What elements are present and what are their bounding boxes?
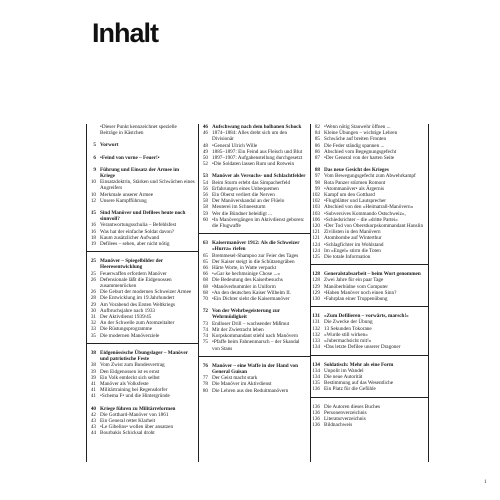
toc-entry-title: Die Entwicklung im 19.Jahrhundert — [100, 295, 175, 302]
toc-page-number: 46 — [202, 130, 208, 137]
toc-page-number: 9 — [93, 166, 96, 173]
toc-entry-title: •«Gar ke hechmsinige Chose ...» — [212, 271, 280, 278]
toc-page-number: 80 — [202, 387, 208, 394]
toc-entry-title: Personenverzeichnis — [324, 409, 367, 416]
toc-entry-title: •Haben Manöver noch einen Sinn? — [324, 289, 397, 296]
page-title: Inhalt — [92, 18, 158, 48]
toc-page-number: 134 — [312, 367, 320, 374]
toc-page-number: 26 — [90, 289, 96, 296]
toc-entry[interactable] — [86, 277, 198, 289]
toc-page-number: 135 — [312, 380, 320, 387]
toc-page-number: 43 — [90, 417, 96, 424]
toc-entry-title: Generalstabsarbeit – beim Wort genommen — [324, 271, 421, 278]
toc-page-number: 12 — [90, 197, 96, 204]
toc-page-number: 87 — [314, 155, 320, 162]
toc-page-number: 86 — [314, 142, 320, 149]
toc-entry-title: •Fahrplan einer Truppenübung — [324, 296, 388, 303]
toc-heading[interactable] — [86, 155, 198, 161]
toc-entry-title: Die Lehren aus den Reduitmanövern — [212, 387, 289, 394]
toc-page-number: 78 — [202, 381, 208, 388]
toc-entry-title: Beim Sturm erlebt das Simpacherfeld — [212, 179, 291, 186]
toc-page-number: 128 — [312, 277, 320, 284]
toc-entry-title: Defilees – sehen, aber nicht nötig — [100, 241, 170, 248]
toc-entry[interactable] — [310, 155, 428, 161]
toc-entry[interactable] — [310, 386, 428, 392]
toc-page-number: 103 — [312, 210, 320, 217]
toc-entry-title: Soldatisch: Mehr als eine Form — [324, 361, 394, 368]
toc-page-number: 18 — [90, 234, 96, 241]
toc-page-number: 74 — [202, 333, 208, 340]
toc-entry-title: Ein General rettet Klarheit — [100, 417, 156, 424]
toc-entry-title: Bildnachweis — [324, 422, 353, 429]
toc-entry-title: Am Vorabend des Ersten Weltkriegs — [100, 301, 176, 308]
toc-page-number: 39 — [90, 368, 96, 375]
toc-section — [86, 251, 198, 343]
toc-page-number: 31 — [90, 314, 96, 321]
toc-page-number: 15 — [90, 210, 96, 217]
toc-entry-title: •Pfaffe beim Fahnenmarsch – der Skandal von Stans — [212, 339, 300, 352]
toc-entry-title: Unsere Kampfführung — [100, 197, 147, 204]
toc-entry[interactable] — [86, 430, 198, 436]
toc-entry-title: Den Eidgenossen ist es ernst — [100, 368, 160, 375]
toc-page-number: 68 — [202, 289, 208, 296]
toc-page-number: 88 — [314, 167, 320, 174]
toc-page-number: 134 — [312, 361, 320, 368]
toc-page-number: 132 — [312, 331, 320, 338]
toc-entry-title: «Zum Defilieren – vorwärts, marsch!» — [324, 313, 409, 320]
toc-heading[interactable] — [86, 167, 198, 179]
toc-entry-title: Die Bedeutung des Kaiserbesuchs — [212, 277, 283, 284]
toc-column-2 — [198, 124, 310, 398]
toc-entry-title: Manöver – Spiegelbilder der Heeresentwicklung — [100, 258, 163, 271]
toc-page-number: 136 — [312, 403, 320, 410]
toc-entry-title: Der Kaiser steigt in die Schützengräben — [212, 258, 295, 265]
toc-entry-title: Die Manöver im Aktivdienst — [212, 381, 272, 388]
toc-page-number: 75 — [202, 339, 208, 346]
toc-entry-title: Verantwortungsschulia – Befehlsfest — [100, 222, 177, 229]
toc-heading[interactable] — [86, 258, 198, 270]
toc-entry-title: Manöver als Volksfeste — [100, 380, 149, 387]
toc-page-number: 54 — [202, 179, 208, 186]
toc-entry-title: Manöberbüdne vom Computer — [324, 283, 388, 290]
toc-page-number: 76 — [202, 362, 208, 369]
toc-entry[interactable] — [86, 124, 198, 136]
toc-page-number: 5 — [93, 142, 96, 149]
toc-page-number: 10 — [90, 191, 96, 198]
toc-section — [310, 397, 428, 433]
toc-entry-title: Vorwort — [100, 142, 119, 149]
toc-page-number: 26 — [90, 276, 96, 283]
toc-entry[interactable] — [86, 333, 198, 339]
toc-entry-title: Rota Panzer stürmen Romont — [324, 179, 386, 186]
toc-page-number: 40 — [90, 405, 96, 412]
toc-entry-title: Die Autoren dieses Buches — [324, 403, 381, 410]
toc-page-number: 44 — [90, 430, 96, 437]
toc-page-number: 6 — [93, 154, 96, 161]
toc-entry-title: Die Zwecke der Übung — [324, 319, 373, 326]
toc-page-number: 16 — [90, 222, 96, 229]
toc-page-number: 136 — [312, 422, 320, 429]
toc-entry-title: •Dieser Punkt kennzeichnet spezielle Beiträge in Kästchen — [100, 124, 177, 137]
toc-page-number: 63 — [202, 240, 208, 247]
toc-entry-title: •Schema F• und die Hintergründe — [100, 393, 170, 400]
toc-entry[interactable] — [198, 217, 310, 229]
toc-page-number: 134 — [312, 344, 320, 351]
toc-entry-title: Härte Worte, in Watte verpackt — [212, 265, 277, 272]
toc-heading[interactable] — [198, 308, 310, 320]
toc-entry-title: Mit der Zwietracht leben — [212, 326, 264, 333]
toc-page-number: 46 — [202, 124, 208, 130]
toc-entry-title: Erfahrungen eines Unbequemen — [212, 185, 279, 192]
toc-page-number: 134 — [312, 373, 320, 380]
toc-page-number: 74 — [202, 326, 208, 333]
toc-entry-title: Zivilisten in den Manövern — [324, 229, 381, 236]
toc-entry[interactable] — [198, 296, 310, 302]
toc-page-number: 16 — [90, 228, 96, 235]
toc-page-number: 99 — [314, 185, 320, 192]
toc-page-number: 129 — [312, 289, 320, 296]
toc-entry-title: Literaturverzeichnis — [324, 415, 366, 422]
toc-entry-title: Der Manöverskandal an der Flüelo — [212, 198, 285, 205]
toc-page-number: 10 — [90, 179, 96, 186]
toc-page-number: 86 — [314, 148, 320, 155]
toc-entry-title: Schwäche auf breiten Fronten — [324, 136, 387, 143]
toc-entry-title: Kleine Übungen – wichtige Lehren — [324, 130, 398, 137]
toc-entry-title: Endloser Drill – wachsender Mißmut — [212, 320, 290, 327]
toc-section — [310, 264, 428, 306]
toc-page-number: 58 — [202, 198, 208, 205]
toc-page-number: 68 — [202, 283, 208, 290]
toc-page-number: 68 — [202, 277, 208, 284]
toc-entry[interactable] — [86, 393, 198, 399]
toc-entry-title: Im «Engel» stirm die Toten — [324, 247, 381, 254]
toc-page-number: 85 — [314, 136, 320, 143]
toc-entry-title: •Le Gibelins• wollen über ansatzen — [100, 424, 174, 431]
toc-heading[interactable] — [198, 363, 310, 375]
toc-page-number: 19 — [90, 241, 96, 248]
toc-section — [198, 124, 310, 233]
toc-page-number: 32 — [90, 320, 96, 327]
toc-entry-title: •Subversives Kommando Ostschweiz», — [324, 210, 406, 217]
toc-entry-title: Die Rüstungsprogramme — [100, 326, 153, 333]
toc-page-number: 121 — [312, 229, 320, 236]
toc-entry-title: •In Manövergängen im Aktivdienst geboren: die Flugwaffe — [212, 216, 305, 230]
toc-entry-title: «Wurde still wirken» — [324, 331, 368, 338]
toc-entry-title: •Wenn nötig Stauwehr öffnen ... — [324, 124, 391, 130]
toc-entry-title: •Flugblätter und Lautsprecher — [324, 198, 387, 205]
toc-page-number: 124 — [312, 247, 320, 254]
toc-entry-title: Eidgenössische Übungslager – Manöver und patriotische Feste — [100, 349, 188, 363]
toc-page-number: 103 — [312, 204, 320, 211]
toc-page-number: 41 — [90, 387, 96, 394]
toc-entry[interactable] — [310, 296, 428, 302]
toc-heading[interactable] — [198, 240, 310, 252]
toc-page-number: 124 — [312, 241, 320, 248]
toc-entry-title: Meuterei im Schneesturm — [212, 204, 266, 211]
toc-entry-title: •An den deutschen Kaiser Wilhelm II. — [212, 289, 292, 296]
column-divider — [428, 124, 429, 462]
toc-page-number: 128 — [312, 271, 320, 278]
toc-entry-title: Wer die Bündner beleidigt ... — [212, 210, 272, 217]
toc-page-number: 70 — [202, 296, 208, 303]
toc-page-number: 66 — [202, 265, 208, 272]
toc-entry-title: Bourbakis Schicksal droht — [100, 430, 155, 437]
toc-entry-title: •Manöverbummler in Uniform — [212, 283, 276, 290]
toc-entry-title: •Feind von vorne – Feuer!• — [100, 154, 160, 161]
toc-entry-title: Korpskommandant stiehl nach Manövern — [212, 333, 299, 340]
toc-entry-title: Atombombe auf Winterthur — [324, 235, 382, 242]
toc-entry-title: Manöver – eine Waffe in der Hand von General Guisan — [212, 362, 299, 375]
toc-entry-title: Kaum zusätzlicher Aufwand — [100, 234, 160, 241]
toc-page-number: 60 — [202, 216, 208, 223]
toc-entry-title: Der Geist macht stark — [212, 375, 258, 382]
toc-page-number: 41 — [90, 393, 96, 400]
toc-entry-title: Sind Manöver und Defilees heute noch sinnvoll? — [100, 210, 186, 223]
toc-entry-title: Bremmesel-Shampoo zur Feier des Tages — [212, 252, 299, 259]
toc-page-number: 43 — [90, 424, 96, 431]
toc-entry-title: Vom Zwist zum Bundesvertrag — [100, 362, 165, 369]
toc-entry-title: Aufschwung nach dem holbanen Schock — [212, 124, 302, 130]
toc-entry-title: •Die Soldaten lassen Rum und Rotwein — [212, 161, 295, 168]
toc-section — [86, 124, 198, 251]
toc-page-number: 39 — [90, 374, 96, 381]
toc-entry-title: Die Gotthard-Manöver von 1861 — [100, 411, 169, 418]
toc-entry[interactable] — [198, 161, 310, 167]
toc-entry-title: Ein Volk entdeckt sich selbst — [100, 374, 160, 381]
toc-entry-title: An der Schwelle zum Atomzeitalter — [100, 320, 175, 327]
toc-section — [310, 306, 428, 354]
toc-page-number: 50 — [202, 155, 208, 162]
toc-entry-title: Kampf um den Gotthard — [324, 192, 375, 199]
toc-page-number: 65 — [202, 252, 208, 259]
toc-entry-title: 1897–1907: Aufgabenstellung durchgesetzt — [212, 155, 303, 162]
toc-entry-title: Kaisermanöver 1912: Als die Schweizer «Hurra» riefen — [212, 240, 300, 253]
toc-entry-title: 1885–1897: Ein Feind aus Fleisch und Blut — [212, 148, 303, 155]
toc-entry[interactable] — [86, 198, 198, 204]
toc-page-number: 133 — [312, 338, 320, 345]
toc-page-number: 125 — [312, 254, 320, 261]
toc-page-number: 120 — [312, 223, 320, 230]
toc-page-number: 102 — [312, 192, 320, 199]
toc-entry-title: •Atommanöver• als Ärgernis — [324, 185, 385, 192]
toc-page-number: 28 — [90, 295, 96, 302]
toc-entry-title: Aufbruchsjahre nach 1933 — [100, 307, 156, 314]
toc-page-number: 98 — [314, 179, 320, 186]
toc-page-number: 129 — [312, 283, 320, 290]
toc-section — [86, 343, 198, 441]
toc-entry-title: •Schlagfichter im Wohlstand — [324, 241, 384, 248]
toc-entry-title: Einsatzdoktrin, Stärken und Schwächen eines Angreifers — [100, 179, 195, 192]
toc-page-number: 65 — [202, 258, 208, 265]
toc-page-number: 58 — [202, 204, 208, 211]
toc-page-number: 84 — [314, 130, 320, 137]
toc-heading[interactable] — [86, 142, 198, 148]
toc-entry-title: Ein Oberst verliert die Nerven — [212, 192, 275, 199]
toc-page-number: 131 — [312, 319, 320, 326]
toc-entry-title: Die totale Information — [324, 254, 371, 261]
toc-page-number: 136 — [312, 415, 320, 422]
toc-page-number: 56 — [202, 192, 208, 199]
toc-page-number: 38 — [90, 362, 96, 369]
toc-entry-title: •General Ulrich Wille — [212, 142, 258, 149]
toc-page-number: 33 — [90, 326, 96, 333]
toc-entry-title: Kriege führen zu Militärreformen — [100, 405, 176, 412]
toc-section — [310, 124, 428, 264]
toc-entry[interactable] — [198, 130, 310, 142]
toc-page-number: 73 — [202, 320, 208, 327]
toc-entry-title: Bestimmung auf das Wesentliche — [324, 380, 394, 387]
toc-entry[interactable] — [310, 254, 428, 260]
toc-page-number: 121 — [312, 235, 320, 242]
toc-heading[interactable] — [86, 350, 198, 362]
toc-page-number: 77 — [202, 375, 208, 382]
toc-entry-title: Feuerwaffen erfordern Manöver — [100, 270, 167, 277]
toc-page-number: 25 — [90, 258, 96, 265]
toc-page-number: 53 — [202, 173, 208, 180]
toc-entry-title: Die Feder ständig spannen ... — [324, 142, 385, 149]
toc-entry-title: Ein Platz für die Gefühle — [324, 386, 376, 393]
toc-entry-title: 1874–1884: Alles dreht sich um den Divisionär — [212, 130, 288, 143]
toc-page-number: 38 — [90, 349, 96, 356]
toc-entry-title: Abschied von den «Heimatrall-Manövern» — [324, 204, 414, 211]
toc-entry-title: Was hat der einfache Soldat davon? — [100, 228, 175, 235]
toc-heading[interactable] — [86, 210, 198, 222]
toc-entry-title: Die neue Autorität — [324, 373, 363, 380]
toc-entry-title: Defensionale läßt die Eidgenossen zusammenrücken — [100, 276, 172, 290]
toc-section — [198, 356, 310, 398]
toc-page-number: 52 — [202, 161, 208, 168]
toc-page-number: 132 — [312, 325, 320, 332]
toc-entry-title: •Das letzte Defilee unserer Dragoner — [324, 344, 401, 351]
toc-entry[interactable] — [198, 339, 310, 351]
toc-page-number: 136 — [312, 386, 320, 393]
toc-page-number: 42 — [90, 411, 96, 418]
toc-entry-title: •Der Tod von Oberstkorpskommandant Hanslin — [324, 223, 424, 230]
toc-entry-title: •Ein Dichter sieht die Kaisermanöver — [212, 296, 290, 303]
toc-page-number: 131 — [312, 313, 320, 320]
toc-entry[interactable] — [310, 422, 428, 428]
toc-page-number: 41 — [90, 380, 96, 387]
toc-entry[interactable] — [86, 241, 198, 247]
toc-page-number: 29 — [90, 301, 96, 308]
toc-entry[interactable] — [198, 388, 310, 394]
toc-page-number: 97 — [314, 173, 320, 180]
toc-section — [198, 233, 310, 355]
toc-entry-title: Merkmale unserer Armee — [100, 191, 154, 198]
toc-entry-title: Vom Bewegungsgefecht zum Abwehrkampf — [324, 173, 416, 180]
toc-entry-title: Manöver als Versuchs- und Schlachtfelder — [212, 173, 306, 180]
toc-entry-title: Zwei Jahre für ein paar Tage — [324, 277, 384, 284]
toc-page-number: 56 — [202, 185, 208, 192]
toc-entry[interactable] — [86, 179, 198, 191]
toc-entry-title: Führung und Einsatz der Armee im Kriege — [100, 166, 180, 180]
toc-page-number: 106 — [312, 216, 320, 223]
toc-page-number: 66 — [202, 271, 208, 278]
toc-column-3 — [310, 124, 428, 432]
toc-page-number: 82 — [314, 124, 320, 130]
toc-entry-title: Die modernen Manöverziele — [100, 332, 160, 339]
toc-entry-title: Das neue Gesicht des Krieges — [324, 167, 389, 174]
toc-entry[interactable] — [310, 344, 428, 350]
toc-page-number: 35 — [90, 332, 96, 339]
toc-entry-title: Der Aktivdienst 1939/45 — [100, 314, 152, 321]
toc-page-number: 59 — [202, 210, 208, 217]
toc-page-number — [86, 124, 100, 136]
toc-page-number: 49 — [202, 148, 208, 155]
toc-page-number: 25 — [90, 270, 96, 277]
toc-entry-title: •Der General von der harten Seite — [324, 155, 395, 162]
toc-entry-title: Militärtraining bei Regensdorfer — [100, 387, 168, 394]
toc-page-number: 30 — [90, 307, 96, 314]
toc-entry-title: •Schiedsrichter – die «dritte Partei» — [324, 216, 398, 223]
toc-column-1 — [86, 124, 198, 441]
toc-entry-title: Die Geburt der modernen Schweizer Armee — [100, 289, 192, 296]
toc-section — [310, 355, 428, 397]
toc-page-number: 102 — [312, 198, 320, 205]
toc-entry-title: 13 Sekunden Tokorane — [324, 325, 372, 332]
toc-entry-title: «Jubermachsicht mit!» — [324, 338, 372, 345]
page-number: 1 — [484, 480, 487, 485]
toc-page-number: 136 — [312, 409, 320, 416]
toc-page-number: 130 — [312, 296, 320, 303]
toc-entry-title: Von der Wehrbegeisterung zur Wehrmüdigkeit — [212, 308, 280, 321]
toc-entry-title: Abschied vom Begegnungsgefecht — [324, 148, 397, 155]
toc-page-number: 72 — [202, 308, 208, 315]
toc-entry-title: Unpolit im Wandel — [324, 367, 364, 374]
toc-page-number: 48 — [202, 142, 208, 149]
